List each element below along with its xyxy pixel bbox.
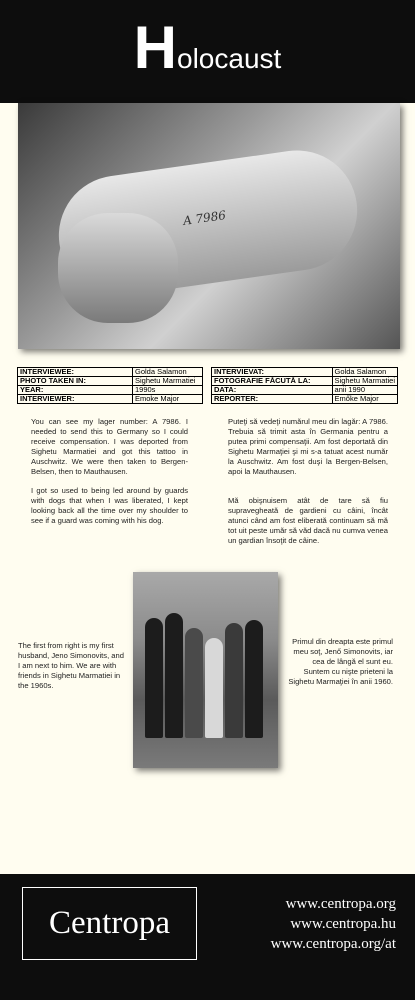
paragraph-en-1: You can see my lager number: A 7986. I needed to send this to Germany so I could receive compensation. I was deported from Sighetu Marmatiei and got this tattoo in Auschwitz. We were then taken to Bergen-Belsen, then to Mauthausen. bbox=[31, 417, 188, 476]
centropa-logo[interactable]: Centropa bbox=[22, 887, 197, 960]
tattoo-photo bbox=[18, 103, 400, 349]
table-row: INTERVIEWEE: Golda Salamon bbox=[18, 368, 203, 377]
url-link[interactable]: www.centropa.hu bbox=[290, 916, 396, 932]
table-row: FOTOGRAFIE FĂCUTĂ LA: Sighetu Marmatiei bbox=[212, 377, 398, 386]
paragraph-ro-1: Puteţi să vedeţi numărul meu din lagăr: A 7986. Trebuia să trimit asta în Germania pentru a putea primi compensaţii. Am fost deportată din Sighetu Marmaţiei şi mi s-a tatuat acest număr la Auschwitz. Am fost duşi la Bergen-Belsen, apoi la Mauthausen. bbox=[228, 417, 388, 476]
paragraph-ro-2: Mă obişnuisem atât de tare să fiu supravegheată de gardieni cu câini, încât atunci când am fost eliberată continuam să mă tot uit peste umăr să văd dacă nu cumva venea un gardian însoţit de câine. bbox=[228, 496, 388, 545]
paragraph-en-2: I got so used to being led around by guards with dogs that when I was liberated, I kept looking back all the time over my shoulder to see if a guard was coming with his dog. bbox=[31, 486, 188, 525]
footer-urls bbox=[236, 894, 396, 954]
caption-ro: Primul din dreapta este primul meu soţ, Jenő Simonovits, iar cea de lângă el sunt eu. Suntem cu nişte prieteni la Sighetu Marmaţiei în anii 1960. bbox=[288, 637, 393, 686]
caption-en: The first from right is my first husband, Jeno Simonovits, and I am next to him. We are with friends in Sighetu Marmatiei in the 1960s. bbox=[18, 641, 124, 690]
table-row: PHOTO TAKEN IN: Sighetu Marmatiei bbox=[18, 377, 203, 386]
group-photo bbox=[133, 572, 278, 768]
table-row: INTERVIEVAT: Golda Salamon bbox=[212, 368, 398, 377]
url-link[interactable]: www.centropa.org/at bbox=[270, 936, 396, 952]
page-title bbox=[0, 14, 415, 81]
tattoo-number: A 7986 bbox=[182, 208, 227, 228]
table-row: DATA: anii 1990 bbox=[212, 386, 398, 395]
table-row: YEAR: 1990s bbox=[18, 386, 203, 395]
title-initial: H bbox=[133, 14, 178, 81]
table-row: REPORTER: Emőke Major bbox=[212, 395, 398, 404]
url-link[interactable]: www.centropa.org bbox=[285, 896, 396, 912]
info-table-ro bbox=[211, 367, 398, 404]
table-row: INTERVIEWER: Emoke Major bbox=[18, 395, 203, 404]
title-rest: olocaust bbox=[177, 43, 282, 74]
info-table-en bbox=[17, 367, 203, 404]
